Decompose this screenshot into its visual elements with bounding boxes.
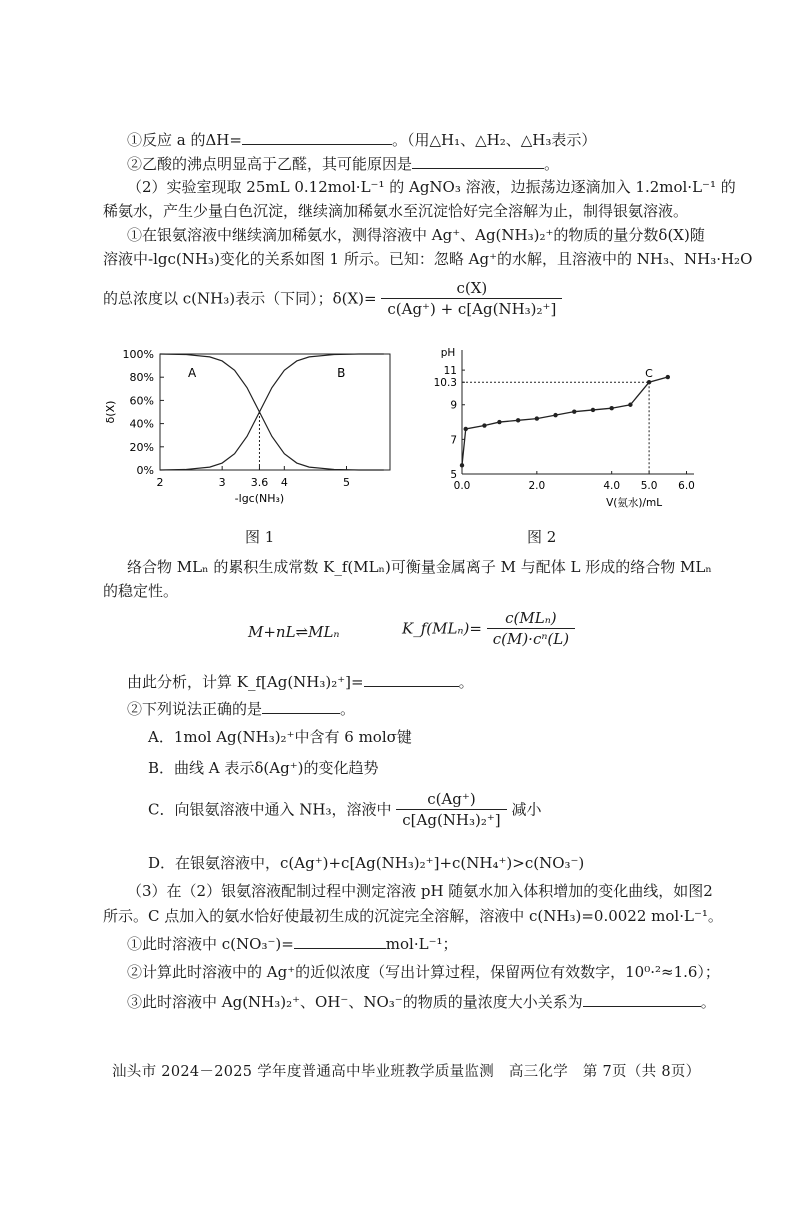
data-point	[609, 406, 613, 410]
q1-line: ①反应 a 的ΔH= 。（用△H₁、△H₂、△H₃表示）	[127, 128, 596, 151]
x-tick-label: 2	[156, 476, 164, 489]
data-point	[497, 420, 501, 424]
x-axis-label: V(氨水)/mL	[606, 497, 663, 509]
y-tick-label: 7	[450, 434, 457, 447]
data-point	[666, 375, 670, 379]
part2-p1-2: 溶液中-lgc(NH₃)变化的关系如图 1 所示。已知：忽略 Ag⁺的水解，且溶液中的 NH₃、NH₃·H₂O	[103, 250, 753, 268]
option-d: D．在银氨溶液中，c(Ag⁺)+c[Ag(NH₃)₂⁺]+c(NH₄⁺)>c(NO₃⁻)	[148, 854, 585, 872]
q3-1-line: ①此时溶液中 c(NO₃⁻)= mol·L⁻¹；	[127, 932, 458, 955]
part3-intro-1: （3）在（2）银氨溶液配制过程中测定溶液 pH 随氨水加入体积增加的变化曲线，如图2	[127, 882, 713, 900]
kf-text-1: 络合物 MLₙ 的累积生成常数 K_f(MLₙ)可衡量金属离子 M 与配体 L 形成的络合物 MLₙ	[127, 558, 712, 576]
ph-curve	[462, 377, 668, 465]
kf-calc-line: 由此分析，计算 K_f[Ag(NH₃)₂⁺]= 。	[127, 670, 474, 693]
figure1-caption: 图 1	[245, 528, 275, 546]
q3-2-line: ②计算此时溶液中的 Ag⁺的近似浓度（写出计算过程，保留两位有效数字，10⁰·²≈1.6）；	[127, 963, 720, 981]
x-tick-label: 4.0	[603, 480, 621, 492]
data-point	[464, 427, 468, 431]
y-tick-label: 20%	[129, 440, 154, 454]
part2-p1-1: ①在银氨溶液中继续滴加稀氨水，测得溶液中 Ag⁺、Ag(NH₃)₂⁺的物质的量分数δ(X)随	[127, 226, 705, 244]
answer-blank[interactable]	[262, 697, 340, 714]
answer-blank[interactable]	[294, 932, 386, 949]
curve-label-b: B	[337, 366, 346, 381]
x-tick-label: 5	[342, 476, 350, 489]
part2-intro-1: （2）实验室现取 25mL 0.12mol·L⁻¹ 的 AgNO₃ 溶液，边振荡边逐滴加入 1.2mol·L⁻¹ 的	[127, 178, 736, 196]
answer-blank[interactable]	[412, 152, 544, 169]
option-c: C．向银氨溶液中通入 NH₃，溶液中 $\frac{c(Ag^+)}{\text{c[Ag(NH₃)₂⁺]}}$ 减小	[148, 790, 542, 829]
part3-intro-2: 所示。C 点加入的氨水恰好使最初生成的沉淀完全溶解，溶液中 c(NH₃)=0.0022 mol·L⁻¹。	[103, 907, 723, 925]
q2-line: ②乙酸的沸点明显高于乙醛，其可能原因是 。	[127, 152, 559, 175]
x-tick-label: 0.0	[453, 480, 471, 492]
point-c-label: C	[645, 367, 653, 381]
y-tick-label: 10.3	[433, 377, 457, 390]
y-tick-label: 100%	[122, 348, 154, 361]
option-b: B．曲线 A 表示δ(Ag⁺)的变化趋势	[148, 759, 379, 777]
figure2-chart	[420, 338, 710, 518]
y-tick-label: 5	[450, 469, 457, 481]
q1-text: ①反应 a 的ΔH=	[127, 131, 242, 149]
curve-label-a: A	[187, 366, 197, 381]
y-axis-label: pH	[440, 347, 456, 359]
data-point	[516, 418, 520, 422]
x-tick-label: 2.0	[528, 480, 546, 492]
kf-text-2: 的稳定性。	[103, 582, 179, 600]
figure1-chart	[100, 338, 400, 518]
answer-blank[interactable]	[364, 670, 459, 687]
kf-equilibrium: M+nL⇌MLₙ	[248, 623, 340, 641]
data-point	[553, 413, 557, 417]
data-point	[482, 423, 486, 427]
kf-formula: K_f(MLₙ)= $\frac{\text{c(MLₙ)}}{\text{c(M)·cⁿ(L)}}$	[402, 608, 575, 649]
y-tick-label: 0%	[136, 464, 154, 477]
q3-3-line: ③此时溶液中 Ag(NH₃)₂⁺、OH⁻、NO₃⁻的物质的量浓度大小关系为 。	[127, 990, 716, 1013]
x-axis-label: -lgc(NH₃)	[234, 492, 285, 505]
data-point	[591, 408, 595, 412]
q-correct-line: ②下列说法正确的是 。	[127, 697, 355, 720]
delta-definition: 的总浓度以 c(NH₃)表示（下同）；δ(X)= $\frac{c(X)}{\text{c(Ag⁺) + c[Ag(NH₃)₂⁺]}}$	[103, 278, 562, 319]
answer-blank[interactable]	[583, 990, 701, 1007]
data-point	[572, 409, 576, 413]
delta-fraction: $\frac{c(X)}{\text{c(Ag⁺) + c[Ag(NH₃)₂⁺]}}$	[381, 278, 562, 319]
option-a: A．1mol Ag(NH₃)₂⁺中含有 6 molσ键	[148, 728, 412, 746]
part2-intro-2: 稀氨水，产生少量白色沉淀，继续滴加稀氨水至沉淀恰好完全溶解为止，制得银氨溶液。	[103, 202, 689, 220]
y-tick-label: 80%	[129, 371, 154, 385]
y-tick-label: 40%	[129, 417, 154, 431]
y-tick-label: 60%	[129, 394, 154, 408]
data-point	[628, 403, 632, 407]
x-tick-label: 4	[280, 476, 288, 489]
y-axis-label: δ(X)	[104, 400, 117, 424]
x-tick-label: 3	[218, 476, 226, 489]
x-tick-label: 5.0	[640, 480, 658, 492]
x-tick-label: 6.0	[678, 480, 695, 492]
data-point	[460, 463, 464, 467]
x-tick-label: 3.6	[250, 476, 269, 489]
y-tick-label: 9	[450, 399, 457, 412]
figure2-caption: 图 2	[527, 528, 557, 546]
answer-blank[interactable]	[242, 128, 392, 145]
page-footer: 汕头市 2024－2025 学年度普通高中毕业班教学质量监测 高三化学 第 7页（共 8页）	[112, 1064, 701, 1080]
y-tick-label: 11	[443, 365, 457, 378]
data-point	[535, 416, 539, 420]
